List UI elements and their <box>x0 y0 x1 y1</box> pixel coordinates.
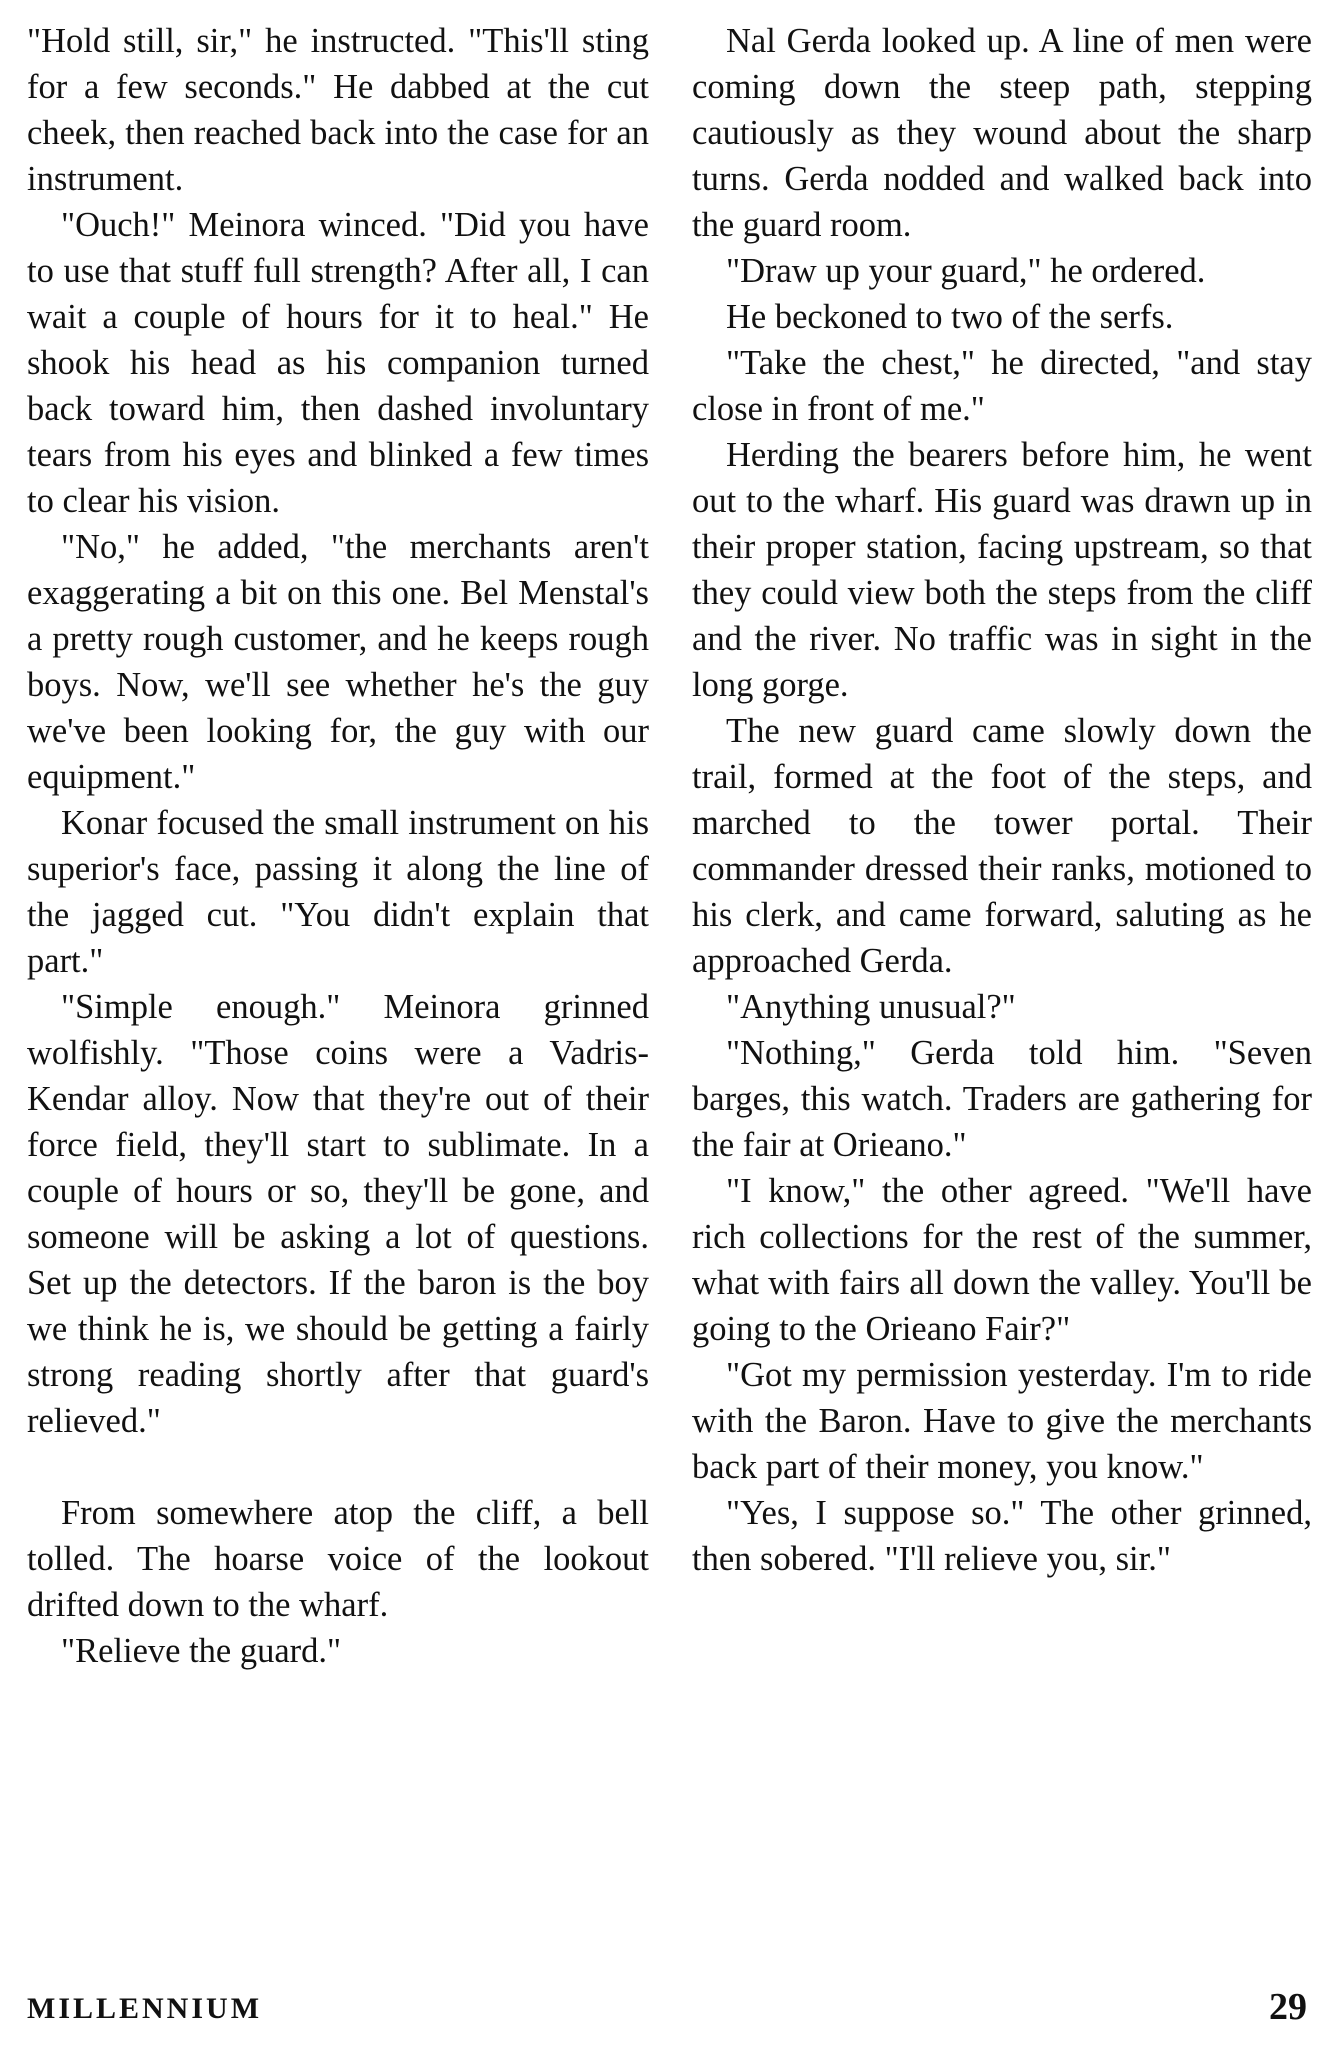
right-text-column <box>692 18 1312 1582</box>
paragraph: "No," he added, "the merchants aren't exaggerating a bit on this one. Bel Menstal's a pretty rough customer, and he keeps rough boys. Now, we'll see whether he's the guy we've been looking for, the guy with our equipment." <box>27 528 649 796</box>
paragraph: Herding the bearers before him, he went out to the wharf. His guard was drawn up in their proper station, facing upstream, so that they could view both the steps from the cliff and the river. No traffic was in sight in the long gorge. <box>692 436 1312 704</box>
paragraph: The new guard came slowly down the trail, formed at the foot of the steps, and marched to the tower portal. Their commander dressed their ranks, motioned to his clerk, and came forward, saluting as he approached Gerda. <box>692 712 1312 980</box>
left-text-column <box>27 18 649 1674</box>
paragraph: Nal Gerda looked up. A line of men were coming down the steep path, stepping cautiously as they wound about the sharp turns. Gerda nodded and walked back into the guard room. <box>692 22 1312 244</box>
paragraph: "I know," the other agreed. "We'll have rich collections for the rest of the summer, what with fairs all down the valley. You'll be going to the Orieano Fair?" <box>692 1172 1312 1348</box>
paragraph: "Relieve the guard." <box>61 1632 342 1670</box>
paragraph: "Anything unusual?" <box>726 988 1016 1026</box>
paragraph: "Draw up your guard," he ordered. <box>726 252 1206 290</box>
magazine-title-footer: MILLENNIUM <box>27 1992 263 2025</box>
paragraph: "Got my permission yesterday. I'm to ride with the Baron. Have to give the merchants back part of their money, you know." <box>692 1356 1312 1486</box>
paragraph: Konar focused the small instrument on his superior's face, passing it along the line of the jagged cut. "You didn't explain that part." <box>27 804 649 980</box>
paragraph: "Nothing," Gerda told him. "Seven barges, this watch. Traders are gathering for the fair at Orieano." <box>692 1034 1312 1164</box>
paragraph: "Hold still, sir," he instructed. "This'll sting for a few seconds." He dabbed at the cut cheek, then reached back into the case for an instrument. <box>27 22 649 198</box>
paragraph: "Simple enough." Meinora grinned wolfishly. "Those coins were a Vadris-Kendar alloy. Now that they're out of their force field, they'll start to sublimate. In a couple of hours or so, they'll be gone, and someone will be asking a lot of questions. Set up the detectors. If the baron is the boy we think he is, we should be getting a fairly strong reading shortly after that guard's relieved." <box>27 988 649 1440</box>
paragraph: He beckoned to two of the serfs. <box>726 298 1174 336</box>
paragraph: "Take the chest," he directed, "and stay close in front of me." <box>692 344 1312 428</box>
page-number: 29 <box>1269 1986 1307 2028</box>
paragraph: From somewhere atop the cliff, a bell tolled. The hoarse voice of the lookout drifted down to the wharf. <box>27 1494 649 1624</box>
paragraph: "Yes, I suppose so." The other grinned, then sobered. "I'll relieve you, sir." <box>692 1494 1312 1578</box>
paragraph: "Ouch!" Meinora winced. "Did you have to use that stuff full strength? After all, I can wait a couple of hours for it to heal." He shook his head as his companion turned back toward him, then dashed involuntary tears from his eyes and blinked a few times to clear his vision. <box>27 206 649 520</box>
